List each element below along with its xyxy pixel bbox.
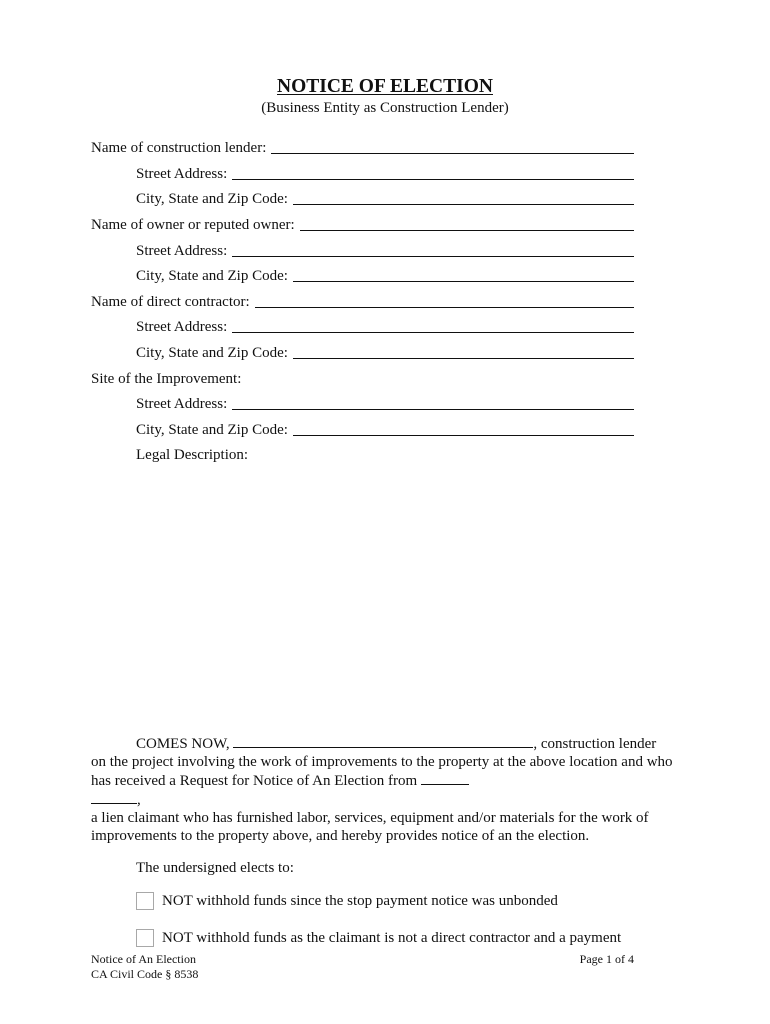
unbonded-label: NOT withhold funds since the stop payment notice was unbonded xyxy=(162,892,558,909)
owner-street-field[interactable] xyxy=(136,242,634,260)
construction-lender-text: , construction lender xyxy=(533,736,657,752)
owner-city-label: City, State and Zip Code: xyxy=(136,268,288,284)
footer-doc-name: Notice of An Election xyxy=(91,952,196,966)
owner-street-label: Street Address: xyxy=(136,243,228,259)
site-heading: Site of the Improvement: xyxy=(91,371,242,387)
contractor-name-label: Name of direct contractor: xyxy=(91,294,250,310)
comes-now-text: COMES NOW, xyxy=(136,736,230,752)
lender-street-label: Street Address: xyxy=(136,166,228,182)
contractor-city-blank[interactable] xyxy=(293,357,634,359)
contractor-street-blank[interactable] xyxy=(232,331,634,333)
site-city-blank[interactable] xyxy=(293,434,634,436)
contractor-name-blank[interactable] xyxy=(255,306,634,308)
improvements-line: improvements to the property above, and hereby provides notice of an the election. xyxy=(91,828,590,844)
lender-name-label: Name of construction lender: xyxy=(91,140,267,156)
lender-name-blank[interactable] xyxy=(271,152,634,154)
unbonded-checkbox[interactable] xyxy=(136,892,154,910)
owner-city-blank[interactable] xyxy=(293,280,634,282)
lender-blank[interactable] xyxy=(233,734,533,748)
notice-paragraph xyxy=(91,734,691,845)
document-title: NOTICE OF ELECTION xyxy=(277,76,493,97)
contractor-street-label: Street Address: xyxy=(136,319,228,335)
lender-city-blank[interactable] xyxy=(293,203,634,205)
contractor-name-field[interactable] xyxy=(91,293,634,311)
project-line: on the project involving the work of improvements to the property at the above location and who xyxy=(91,754,673,770)
contractor-city-field[interactable] xyxy=(136,344,634,362)
claimant-blank-1[interactable] xyxy=(421,771,469,785)
site-street-field[interactable] xyxy=(136,395,634,413)
request-line xyxy=(91,771,691,790)
option-not-direct-contractor[interactable] xyxy=(136,929,621,947)
comes-now-line xyxy=(91,734,691,753)
footer-code-ref: CA Civil Code § 8538 xyxy=(91,967,199,981)
owner-city-field[interactable] xyxy=(136,267,634,285)
document-subtitle: (Business Entity as Construction Lender) xyxy=(261,100,509,116)
lender-street-blank[interactable] xyxy=(232,178,634,180)
site-street-label: Street Address: xyxy=(136,396,228,412)
contractor-street-field[interactable] xyxy=(136,318,634,336)
site-city-field[interactable] xyxy=(136,421,634,439)
footer-left xyxy=(91,952,198,982)
lender-street-field[interactable] xyxy=(136,165,634,183)
elects-text: The undersigned elects to: xyxy=(136,860,294,876)
lien-claimant-line: a lien claimant who has furnished labor, services, equipment and/or materials for the work of xyxy=(91,810,649,826)
owner-name-label: Name of owner or reputed owner: xyxy=(91,217,295,233)
lender-name-field[interactable] xyxy=(91,139,634,157)
lender-city-field[interactable] xyxy=(136,190,634,208)
claimant-continuation-line xyxy=(91,790,691,809)
not-direct-contractor-checkbox[interactable] xyxy=(136,929,154,947)
lender-city-label: City, State and Zip Code: xyxy=(136,191,288,207)
owner-street-blank[interactable] xyxy=(232,255,634,257)
legal-description-label: Legal Description: xyxy=(136,447,249,463)
claimant-blank-2[interactable] xyxy=(91,790,137,804)
claimant-comma: , xyxy=(137,792,141,808)
page-number: Page 1 of 4 xyxy=(579,952,634,966)
contractor-city-label: City, State and Zip Code: xyxy=(136,345,288,361)
owner-name-field[interactable] xyxy=(91,216,634,234)
not-direct-contractor-label: NOT withhold funds as the claimant is not a direct contractor and a payment xyxy=(162,929,622,946)
site-street-blank[interactable] xyxy=(232,408,634,410)
request-text: has received a Request for Notice of An Election from xyxy=(91,773,418,789)
owner-name-blank[interactable] xyxy=(300,229,634,231)
option-unbonded[interactable] xyxy=(136,892,558,910)
site-city-label: City, State and Zip Code: xyxy=(136,422,288,438)
